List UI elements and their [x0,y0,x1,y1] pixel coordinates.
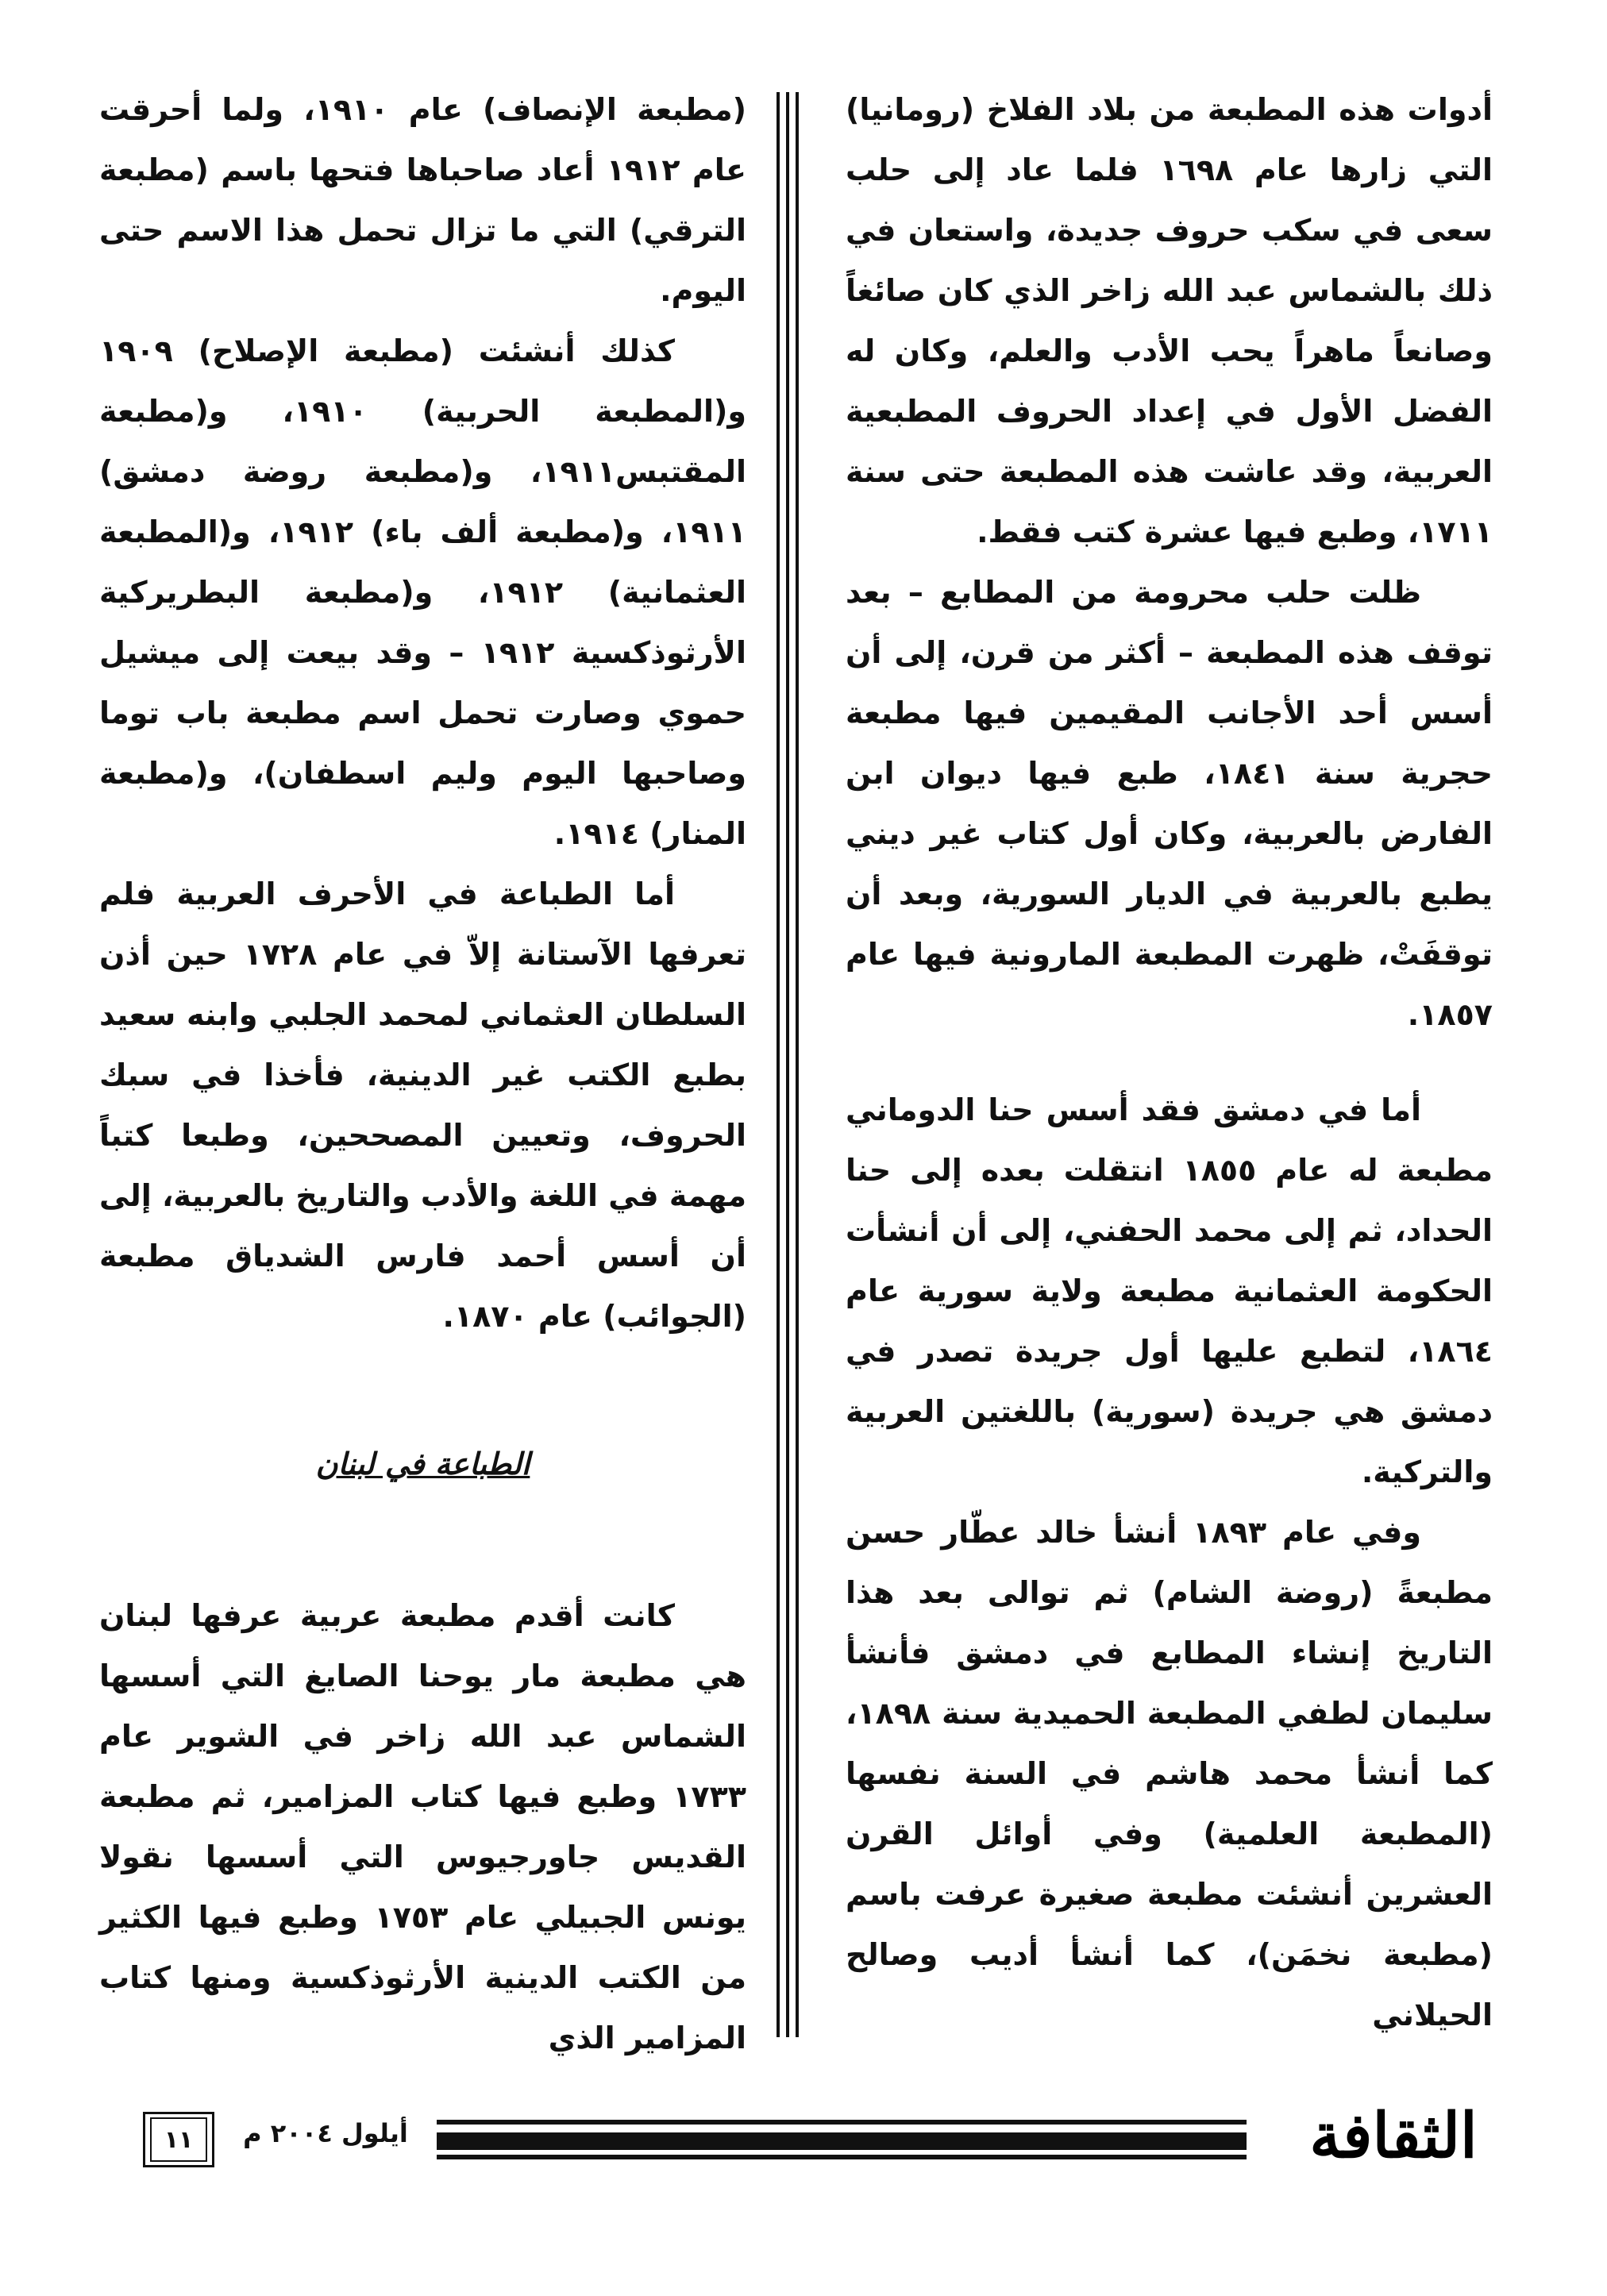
left-column [99,79,746,2068]
paragraph: أما في دمشق فقد أسس حنا الدوماني مطبعة له عام ١٨٥٥ انتقلت بعده إلى حنا الحداد، ثم إلى محمد الحفني، إلى أن أنشأت الحكومة العثمانية مطبعة ولاية سورية عام ١٨٦٤، لتطبع عليها أول جريدة تصدر في دمشق هي جريدة (سورية) باللغتين العربية والتركية. [846,1092,1493,1489]
page-number: ١١ [164,2125,194,2154]
footer-rule [437,2120,1247,2159]
paragraph: كانت أقدم مطبعة عربية عرفها لبنان هي مطبعة مار يوحنا الصايغ التي أسسها الشماس عبد الله زاخر في الشوير عام ١٧٣٣ وطبع فيها كتاب المزامير، ثم مطبعة القديس جاورجيوس التي أسسها نقولا يونس الجبيلي عام ١٧٥٣ وطبع فيها الكثير من الكتب الدينية الأرثوذكسية ومنها كتاب المزامير الذي [99,1598,746,2055]
right-column [846,79,1493,2045]
paragraph: أدوات هذه المطبعة من بلاد الفلاخ (رومانيا) التي زارها عام ١٦٩٨ فلما عاد إلى حلب سعى في سكب حروف جديدة، واستعان في ذلك بالشماس عبد الله زاخر الذي كان صائغاً وصانعاً ماهراً يحب الأدب والعلم، وكان له الفضل الأول في إعداد الحروف المطبعية العربية، وقد عاشت هذه المطبعة حتى سنة ١٧١١، وطبع فيها عشرة كتب فقط. [846,92,1493,549]
paragraph: أما الطباعة في الأحرف العربية فلم تعرفها الآستانة إلاّ في عام ١٧٢٨ حين أذن السلطان العثماني لمحمد الجلبي وابنه سعيد بطبع الكتب غير الدينية، فأخذا في سبك الحروف، وتعيين المصححين، وطبعا كتباً مهمة في اللغة والأدب والتاريخ بالعربية، إلى أن أسس أحمد فارس الشدياق مطبعة (الجوائب) عام ١٨٧٠. [99,876,747,1334]
issue-date: أيلول ٢٠٠٤ م [243,2118,408,2148]
section-heading: الطباعة في لبنان [315,1447,530,1481]
page-footer [143,2100,1524,2175]
page-number-box [143,2112,214,2167]
paragraph: كذلك أنشئت (مطبعة الإصلاح) ١٩٠٩ و(المطبعة الحربية) ١٩١٠، و(مطبعة المقتبس١٩١١، و(مطبعة روضة دمشق) ١٩١١، و(مطبعة ألف باء) ١٩١٢، و(المطبعة العثمانية) ١٩١٢، و(مطبعة البطريركية الأرثوذكسية ١٩١٢ – وقد بيعت إلى ميشيل حموي وصارت تحمل اسم مطبعة باب توما وصاحبها اليوم وليم اسطفان)، و(مطبعة المنار) ١٩١٤. [99,333,747,851]
paragraph: ظلت حلب محرومة من المطابع – بعد توقف هذه المطبعة – أكثر من قرن، إلى أن أسس أحد الأجانب المقيمين فيها مطبعة حجرية سنة ١٨٤١، طبع فيها ديوان ابن الفارض بالعربية، وكان أول كتاب غير ديني يطبع بالعربية في الديار السورية، وبعد أن توقفَتْ، ظهرت المطبعة المارونية فيها عام ١٨٥٧. [846,575,1493,1032]
magazine-logo: الثقافة [1309,2100,1478,2172]
paragraph: وفي عام ١٨٩٣ أنشأ خالد عطّار حسن مطبعةً (روضة الشام) ثم توالى بعد هذا التاريخ إنشاء المطابع في دمشق فأنشأ سليمان لطفي المطبعة الحميدية سنة ١٨٩٨، كما أنشأ محمد هاشم في السنة نفسها (المطبعة العلمية) وفي أوائل القرن العشرين أنشئت مطبعة صغيرة عرفت باسم (مطبعة نخمَن)، كما أنشأ أديب وصالح الحيلاني [846,1515,1493,2032]
column-divider [777,92,799,2037]
paragraph: (مطبعة الإنصاف) عام ١٩١٠، ولما أحرقت عام ١٩١٢ أعاد صاحباها فتحها باسم (مطبعة الترقي) التي ما تزال تحمل هذا الاسم حتى اليوم. [99,92,746,308]
